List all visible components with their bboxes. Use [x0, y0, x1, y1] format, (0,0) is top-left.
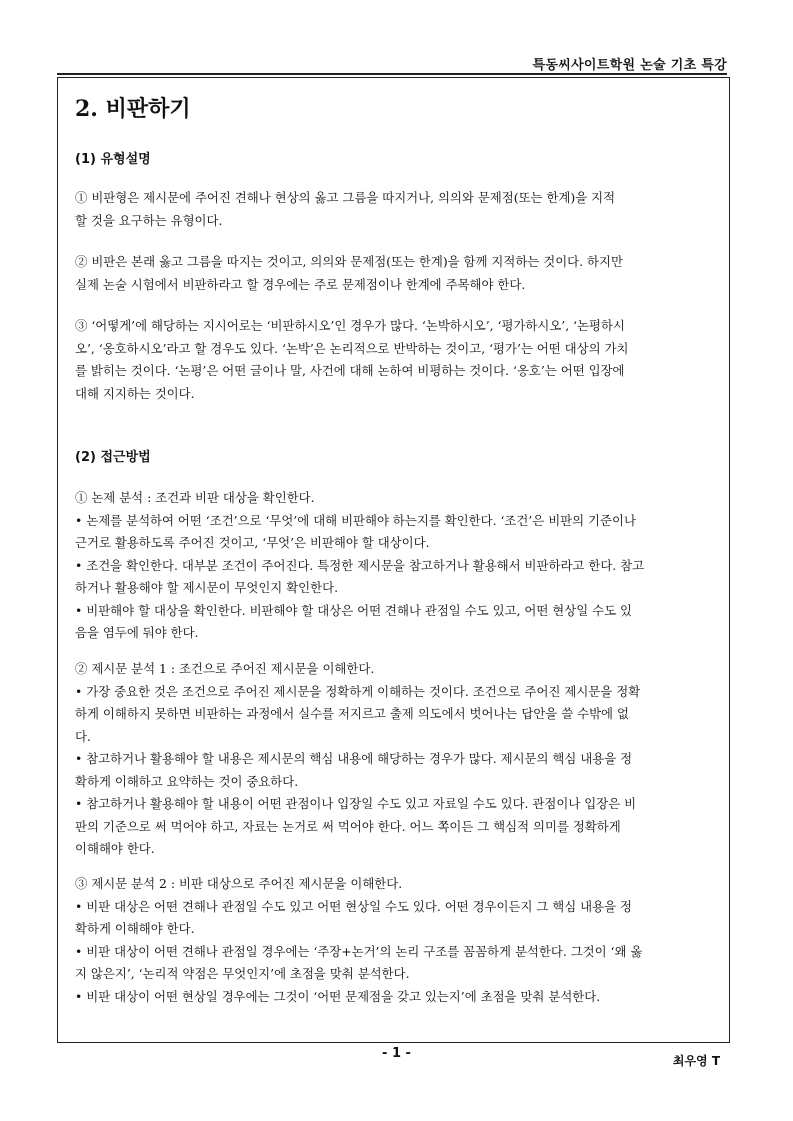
header-academy-title: 특동씨사이트학원 논술 기초 특강: [532, 58, 727, 73]
text-line: 지 않은지’, ‘논리적 약점은 무엇인지’에 초점을 맞춰 분석한다.: [75, 966, 410, 981]
text-line: ① 비판형은 제시문에 주어진 견해나 현상의 옳고 그름을 따지거나, 의의와 문제점(또는 한계)을 지적: [75, 190, 616, 205]
paragraph: [75, 251, 719, 296]
text-line: 하게 이해하지 못하면 비판하는 과정에서 실수를 저지르고 출제 의도에서 벗어나는 답안을 쓸 수밖에 없: [75, 706, 629, 721]
text-line: 하거나 활용해야 할 제시문이 무엇인지 확인한다.: [75, 580, 339, 595]
text-line: ① 논제 분석 : 조건과 비판 대상을 확인한다.: [75, 490, 315, 505]
paragraph: [75, 487, 719, 645]
text-line: 대해 지지하는 것이다.: [75, 385, 195, 401]
paragraph: [75, 873, 719, 1008]
text-line: ③ 제시문 분석 2 : 비판 대상으로 주어진 제시문을 이해한다.: [75, 876, 403, 891]
text-line: • 조건을 확인한다. 대부분 조건이 주어진다. 특정한 제시문을 참고하거나 활용해서 비판하라고 한다. 참고: [75, 557, 645, 573]
text-line: • 참고하거나 활용해야 할 내용이 어떤 관점이나 입장일 수도 있고 자료일 수도 있다. 관점이나 입장은 비: [75, 796, 637, 811]
text-line: 판의 기준으로 써 먹어야 하고, 자료는 논거로 써 먹어야 한다. 어느 쪽이든 그 핵심적 의미를 정확하게: [75, 818, 621, 834]
text-line: 확하게 이해하고 요약하는 것이 중요하다.: [75, 773, 299, 789]
section-heading-approach: (2) 접근방법: [75, 450, 151, 465]
text-line: • 참고하거나 활용해야 할 내용은 제시문의 핵심 내용에 해당하는 경우가 많다. 제시문의 핵심 내용을 정: [75, 751, 633, 766]
text-line: • 비판 대상이 어떤 현상일 경우에는 그것이 ‘어떤 문제점을 갖고 있는지’에 초점을 맞춰 분석한다.: [75, 988, 601, 1004]
text-line: 실제 논술 시험에서 비판하라고 할 경우에는 주로 문제점이나 한계에 주목해야 한다.: [75, 276, 526, 292]
paragraph: [75, 658, 719, 861]
section-heading-type-description: (1) 유형설명: [75, 152, 151, 167]
text-line: 를 밝히는 것이다. ‘논평’은 어떤 글이나 말, 사건에 대해 논하여 비평하는 것이다. ‘옹호’는 어떤 입장에: [75, 363, 625, 378]
page-number: - 1 -: [382, 1046, 411, 1061]
text-line: • 논제를 분석하여 어떤 ‘조건’으로 ‘무엇’에 대해 비판해야 하는지를 확인한다. ‘조건’은 비판의 기준이나: [75, 512, 636, 528]
text-line: • 비판해야 할 대상을 확인한다. 비판해야 할 대상은 어떤 견해나 관점일 수도 있고, 어떤 현상일 수도 있: [75, 602, 632, 618]
header-divider: [57, 73, 727, 75]
text-line: 근거로 활용하도록 주어진 것이고, ‘무엇’은 비판해야 할 대상이다.: [75, 535, 430, 550]
text-line: 이해해야 한다.: [75, 841, 155, 856]
text-line: 확하게 이해해야 한다.: [75, 921, 195, 936]
paragraph: [75, 315, 719, 405]
text-line: ③ ‘어떻게’에 해당하는 지시어로는 ‘비판하시오’인 경우가 많다. ‘논박하시오’, ‘평가하시오’, ‘논평하시: [75, 318, 625, 333]
text-line: 음을 염두에 둬야 한다.: [75, 625, 199, 640]
paragraph: [75, 187, 719, 232]
author-label: 최우영 T: [672, 1054, 720, 1068]
text-line: • 비판 대상이 어떤 견해나 관점일 경우에는 ‘주장+논거’의 논리 구조를 꼼꼼하게 분석한다. 그것이 ‘왜 옳: [75, 943, 643, 959]
text-line: 할 것을 요구하는 유형이다.: [75, 212, 223, 228]
text-line: 다.: [75, 728, 91, 744]
text-line: 오’, ‘옹호하시오’라고 할 경우도 있다. ‘논박’은 논리적으로 반박하는 것이고, ‘평가’는 어떤 대상의 가치: [75, 340, 629, 356]
text-line: ② 제시문 분석 1 : 조건으로 주어진 제시문을 이해한다.: [75, 661, 375, 676]
text-line: • 가장 중요한 것은 조건으로 주어진 제시문을 정확하게 이해하는 것이다. 조건으로 주어진 제시문을 정확: [75, 683, 641, 699]
document-title: 2. 비판하기: [75, 96, 191, 122]
text-line: ② 비판은 본래 옳고 그름을 따지는 것이고, 의의와 문제점(또는 한계)을 함께 지적하는 것이다. 하지만: [75, 254, 623, 269]
text-line: • 비판 대상은 어떤 견해나 관점일 수도 있고 어떤 현상일 수도 있다. 어떤 경우이든지 그 핵심 내용을 정: [75, 898, 632, 914]
